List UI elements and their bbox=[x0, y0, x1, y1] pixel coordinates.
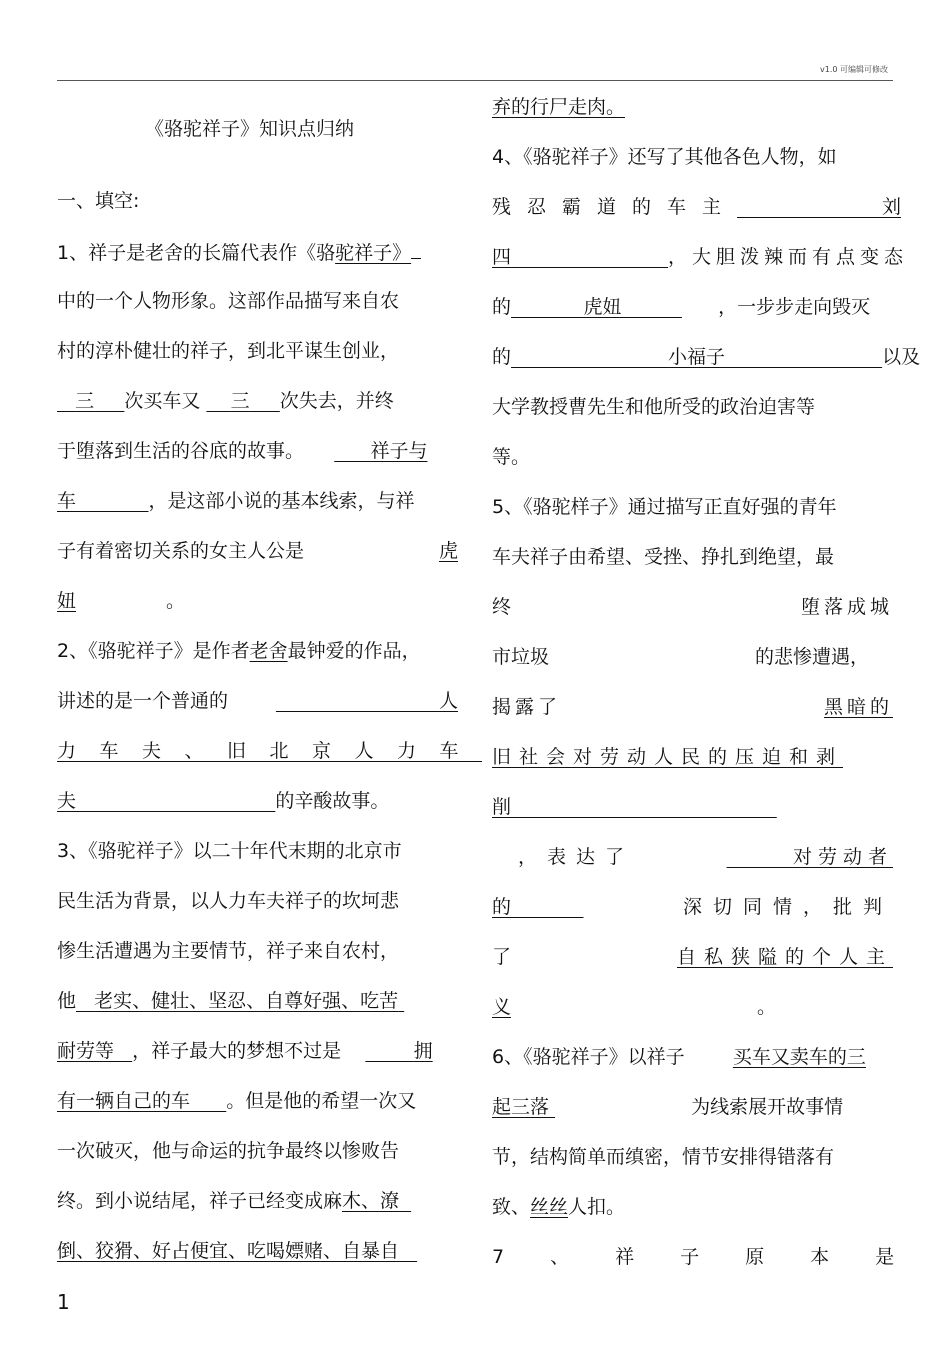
answer-blank: 妞 bbox=[57, 590, 77, 612]
text-line: 2、《骆驼祥子》是作者老舍最钟爱的作品， bbox=[57, 640, 421, 662]
answer-blank: 自私狭隘的个人主 bbox=[676, 946, 893, 968]
text-line: 耐劳等 ，祥子最大的梦想不过是 拥 bbox=[57, 1040, 433, 1062]
answer-blank: 刘 bbox=[881, 196, 901, 218]
answer-blank: 削 bbox=[492, 796, 512, 818]
text-line: 于堕落到生活的谷底的故事。 祥子与 bbox=[57, 440, 428, 462]
answer-blank: 力车夫、旧北京人力车 bbox=[57, 740, 483, 762]
answer-blank: 驼祥子》 bbox=[335, 242, 412, 264]
text-line bbox=[57, 736, 483, 766]
text-line: 车 ，是这部小说的基本线索，与祥 bbox=[57, 490, 415, 512]
text-line: 5、《骆驼样子》通过描写正直好强的青年 bbox=[492, 496, 837, 518]
answer-blank: 弃的行尸走肉。 bbox=[492, 96, 626, 118]
text-line: 夫 的辛酸故事。 bbox=[57, 790, 390, 812]
text-line: 1、祥子是老舍的长篇代表作《骆驼祥子》 bbox=[57, 236, 458, 266]
answer-blank: 四 bbox=[492, 246, 512, 268]
answer-blank: 虎妞 bbox=[583, 296, 622, 318]
text-line: 了 自私狭隘的个人主 bbox=[492, 942, 893, 972]
text-line: 的 小福子 以及 bbox=[492, 346, 921, 368]
text-line: 残忍霸道的车主 刘 bbox=[492, 192, 893, 222]
text-line: 市垃圾 的悲惨遭遇， bbox=[492, 646, 870, 668]
header-rule bbox=[57, 80, 893, 81]
text-line: 讲述的是一个普通的 人 bbox=[57, 686, 458, 716]
text-line: 四 ，大胆泼辣而有点变态 bbox=[492, 242, 893, 272]
answer-blank: 旧社会对劳动人民的压迫和剥 bbox=[492, 746, 844, 768]
answer-blank: 黑暗的 bbox=[823, 696, 893, 718]
answer-blank: 小福子 bbox=[668, 346, 726, 368]
text-line: 村的淳朴健壮的祥子，到北平谋生创业， bbox=[57, 340, 400, 362]
doc-title: 《骆驼祥子》知识点归纳 bbox=[145, 118, 355, 140]
answer-blank: 老舍 bbox=[249, 640, 288, 662]
text-line: 4、《骆驼祥子》还写了其他各色人物，如 bbox=[492, 146, 837, 168]
text-line: 义 。 bbox=[492, 996, 777, 1018]
text-line: 的 虎妞 ，一步步走向毁灭 bbox=[492, 296, 871, 318]
answer-blank: 有一辆自己的车 bbox=[57, 1090, 191, 1112]
text-line: 一次破灭，他与命运的抗争最终以惨败告 bbox=[57, 1140, 400, 1162]
text-line: 3、《骆驼祥子》以二十年代末期的北京市 bbox=[57, 840, 402, 862]
text-line: 他 老实、健壮、坚忍、自尊好强、吃苦 bbox=[57, 986, 458, 1016]
text-line: 节，结构简单而缜密，情节安排得错落有 bbox=[492, 1146, 835, 1168]
text-line bbox=[492, 92, 893, 122]
answer-blank: 起三落 bbox=[492, 1096, 550, 1118]
answer-blank: 耐劳等 bbox=[57, 1040, 115, 1062]
text-line: 妞 。 bbox=[57, 590, 186, 612]
answer-blank: 三 bbox=[75, 390, 95, 412]
text-line: ，表达了 对劳动者 bbox=[492, 842, 893, 872]
answer-blank: 拥 bbox=[413, 1040, 433, 1062]
page-number: 1 bbox=[57, 1290, 70, 1314]
text-line: 起三落 为线索展开故事情 bbox=[492, 1096, 844, 1118]
text-line: 揭露了 黑暗的 bbox=[492, 692, 893, 722]
text-line: 中的一个人物形象。这部作品描写来自农 bbox=[57, 290, 400, 312]
answer-blank: 买车又卖车的三 bbox=[732, 1046, 866, 1068]
text-line: 民生活为背景，以人力车夫祥子的坎坷悲 bbox=[57, 890, 400, 912]
answer-blank: 车 bbox=[57, 490, 77, 512]
text-line: 大学教授曹先生和他所受的政治迫害等 bbox=[492, 396, 816, 418]
text-line: 子有着密切关系的女主人公是 虎 bbox=[57, 536, 458, 566]
answer-blank: 义 bbox=[492, 996, 512, 1018]
text-line: 致、丝丝人扣。 bbox=[492, 1196, 626, 1218]
text-line: 7、祥子原本是 bbox=[492, 1246, 941, 1268]
text-line: 6、《骆驼祥子》以祥子 买车又卖车的三 bbox=[492, 1046, 866, 1068]
answer-blank: 夫 bbox=[57, 790, 77, 812]
text-line: 有一辆自己的车 。但是他的希望一次又 bbox=[57, 1090, 417, 1112]
answer-blank: 虎 bbox=[438, 540, 458, 562]
text-line: 的 深切同情，批判 bbox=[492, 892, 893, 922]
section-heading: 一、填空: bbox=[57, 190, 140, 212]
text-line: 三 次买车又 三 次失去，并终 bbox=[57, 386, 458, 416]
text-line: 等。 bbox=[492, 446, 531, 468]
answer-blank: 祥子与 bbox=[370, 440, 428, 462]
text-line bbox=[492, 742, 893, 772]
answer-blank: 老实、健壮、坚忍、自尊好强、吃苦 bbox=[94, 990, 399, 1012]
version-label: v1.0 可编辑可修改 bbox=[820, 65, 888, 74]
answer-blank: 木、潦 bbox=[342, 1190, 400, 1212]
answer-blank: 人 bbox=[438, 690, 458, 712]
text-line bbox=[492, 792, 893, 822]
text-line: 终。到小说结尾，祥子已经变成麻木、潦 bbox=[57, 1186, 458, 1216]
answer-blank: 三 bbox=[230, 390, 250, 412]
answer-blank: 对劳动者 bbox=[792, 846, 893, 868]
answer-blank: 丝丝 bbox=[530, 1196, 569, 1218]
text-line bbox=[57, 1236, 458, 1266]
answer-blank: 的 bbox=[492, 896, 512, 918]
text-line: 车夫祥子由希望、受挫、挣扎到绝望，最 bbox=[492, 546, 835, 568]
text-line: 惨生活遭遇为主要情节，祥子来自农村， bbox=[57, 940, 400, 962]
answer-blank: 倒、狡猾、好占便宜、吃喝嫖赌、自暴自 bbox=[57, 1240, 400, 1262]
text-line: 终 堕落成城 bbox=[492, 596, 893, 618]
